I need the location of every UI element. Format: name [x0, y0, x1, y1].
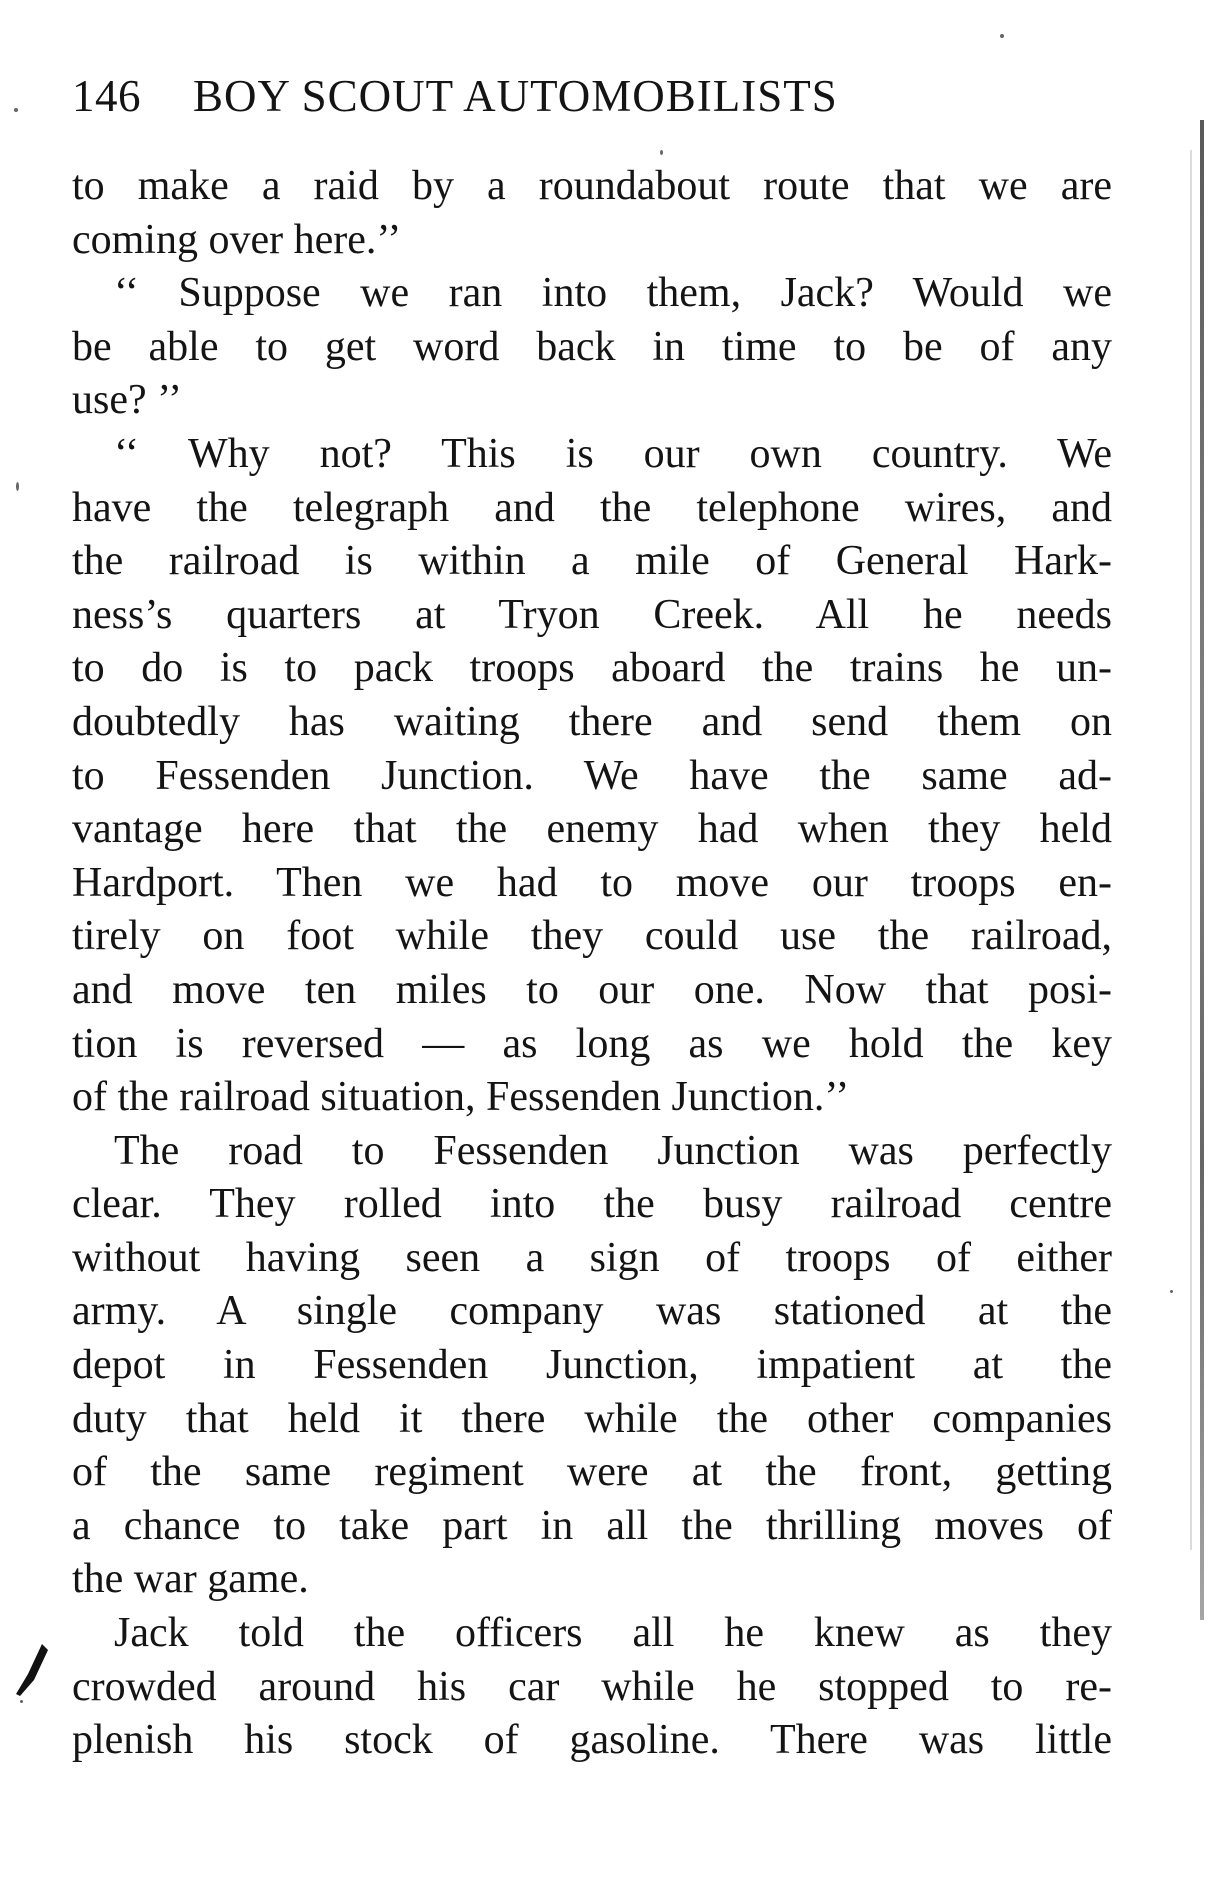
text-line: tion is reversed — as long as we hold the key — [72, 1020, 1112, 1067]
text-line: ness’s quarters at Tryon Creek. All he needs — [72, 591, 1112, 638]
paper-speck — [1000, 34, 1004, 38]
paper-speck — [16, 482, 19, 491]
binding-edge — [1200, 120, 1204, 1620]
text-line: and move ten miles to our one. Now that posi- — [72, 966, 1112, 1013]
text-line: without having seen a sign of troops of either — [72, 1234, 1112, 1281]
text-line: The road to Fessenden Junction was perfectly — [114, 1127, 1112, 1174]
text-line: be able to get word back in time to be of any — [72, 323, 1112, 370]
text-line: Hardport. Then we had to move our troops en- — [72, 859, 1112, 906]
page-number: 146 — [72, 71, 141, 121]
text-line: ‘‘ Suppose we ran into them, Jack? Would we — [114, 270, 1112, 317]
binding-shadow — [1190, 150, 1192, 1550]
paper-speck — [20, 1700, 23, 1703]
text-line: plenish his stock of gasoline. There was little — [72, 1717, 1112, 1764]
body-text — [72, 160, 1112, 1768]
text-line: clear. They rolled into the busy railroad centre — [72, 1181, 1112, 1228]
text-line: to make a raid by a roundabout route that we are — [72, 163, 1112, 209]
text-line: depot in Fessenden Junction, impatient at the — [72, 1342, 1112, 1389]
text-line: of the same regiment were at the front, getting — [72, 1449, 1112, 1496]
text-line: army. A single company was stationed at the — [72, 1288, 1112, 1335]
text-line: the war game. — [72, 1556, 309, 1603]
text-line: have the telegraph and the telephone wires, and — [72, 484, 1112, 531]
paper-speck — [660, 150, 663, 155]
text-line: crowded around his car while he stopped to re- — [72, 1663, 1112, 1710]
text-line: to do is to pack troops aboard the trains he un- — [72, 645, 1112, 692]
text-line: tirely on foot while they could use the railroad, — [72, 913, 1112, 960]
text-line: doubtedly has waiting there and send them on — [72, 698, 1112, 745]
text-line: to Fessenden Junction. We have the same ad- — [72, 752, 1112, 799]
ink-mark-icon — [12, 1640, 52, 1700]
text-line: vantage here that the enemy had when they held — [72, 806, 1112, 853]
text-line: the railroad is within a mile of General Hark- — [72, 538, 1112, 585]
text-line: ‘‘ Why not? This is our own country. We — [114, 430, 1112, 477]
text-line: coming over here.’’ — [72, 216, 402, 263]
text-line: duty that held it there while the other companies — [72, 1395, 1112, 1442]
text-line: a chance to take part in all the thrilling moves of — [72, 1502, 1112, 1549]
running-head — [72, 64, 1072, 128]
text-line: of the railroad situation, Fessenden Junction.’’ — [72, 1074, 850, 1121]
text-line: use? ’’ — [72, 377, 182, 424]
paper-speck — [1170, 1290, 1173, 1293]
book-title: BOY SCOUT AUTOMOBILISTS — [193, 71, 838, 121]
text-line: Jack told the officers all he knew as they — [114, 1610, 1112, 1657]
paper-speck — [14, 108, 18, 112]
